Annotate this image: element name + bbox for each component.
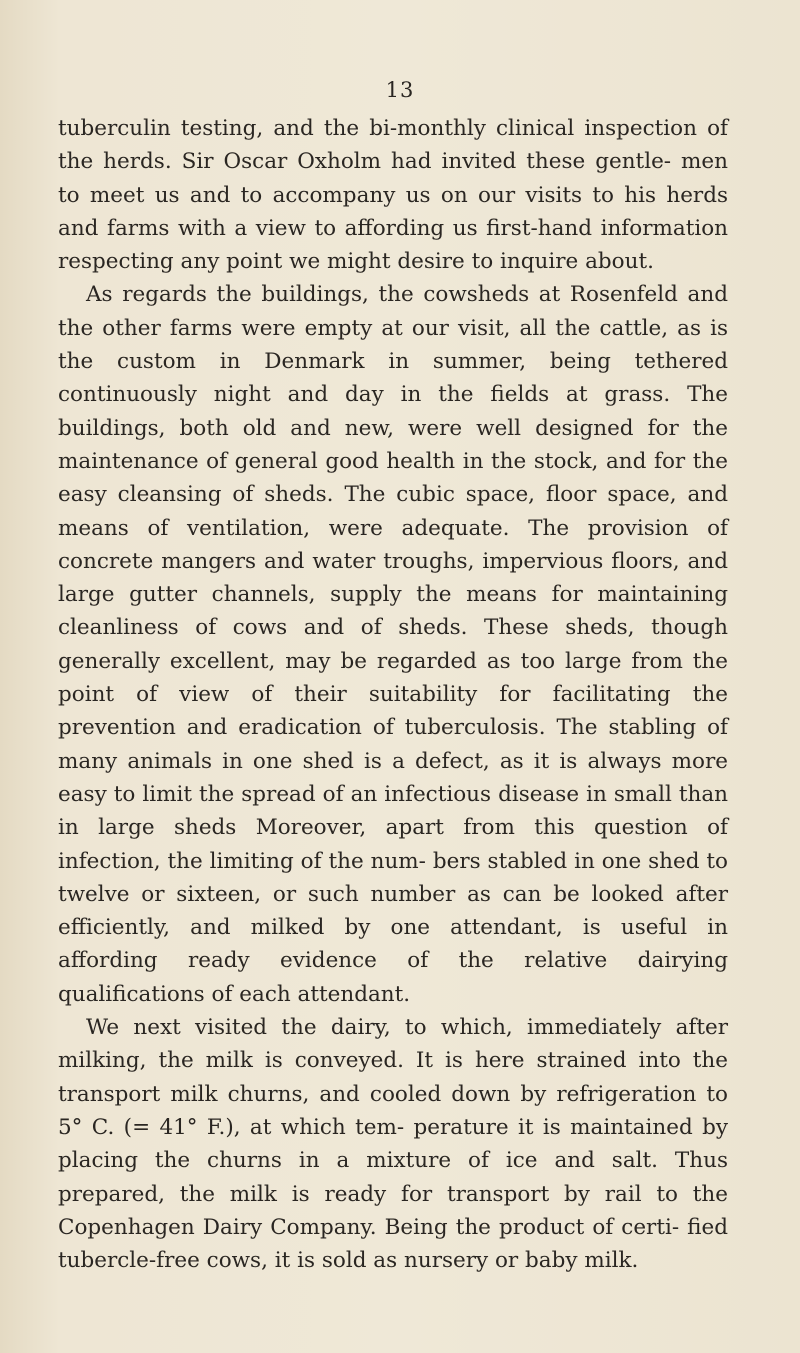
page-number: 13 [385, 78, 415, 102]
body-text [58, 112, 728, 1277]
paragraph-buildings: As regards the buildings, the cowsheds at Rosenfeld and the other farms were empty at our visit, all the cattle, as is the custom in Denmark in summer, being tethered continuously night and day in the fields at grass. The buildings, both old and new, were well designed for the maintenance of general good health in the stock, and for the easy cleansing of sheds. The cubic space, floor space, and means of ventilation, were adequate. The provision of concrete mangers and water troughs, impervious floors, and large gutter channels, supply the means for maintaining cleanliness of cows and of sheds. These sheds, though generally excellent, may be regarded as too large from the point of view of their suitability for facilitating the prevention and eradication of tuberculosis. The stabling of many animals in one shed is a defect, as it is always more easy to limit the spread of an infectious disease in small than in large sheds Moreover, apart from this question of infection, the limiting of the num- bers stabled in one shed to twelve or sixteen, or such number as can be looked after efficiently, and milked by one attendant, is useful in affording ready evidence of the relative dairying qualifications of each attendant. [58, 282, 728, 1007]
paragraph-dairy: We next visited the dairy, to which, immediately after milking, the milk is conveyed. It is here strained into the transport milk churns, and cooled down by refrigeration to 5° C. (= 41° F.), at which tem- perature it is maintained by placing the churns in a mixture of ice and salt. Thus prepared, the milk is ready for transport by rail to the Copenhagen Dairy Company. Being the product of certi- fied tubercle-free cows, it is sold as nursery or baby milk. [58, 1015, 728, 1274]
paragraph-continued: tuberculin testing, and the bi-monthly clinical inspection of the herds. Sir Oscar Oxholm had invited these gentle- men to meet us and to accompany us on our visits to his herds and farms with a view to affording us first-hand information respecting any point we might desire to inquire about. [58, 116, 728, 275]
